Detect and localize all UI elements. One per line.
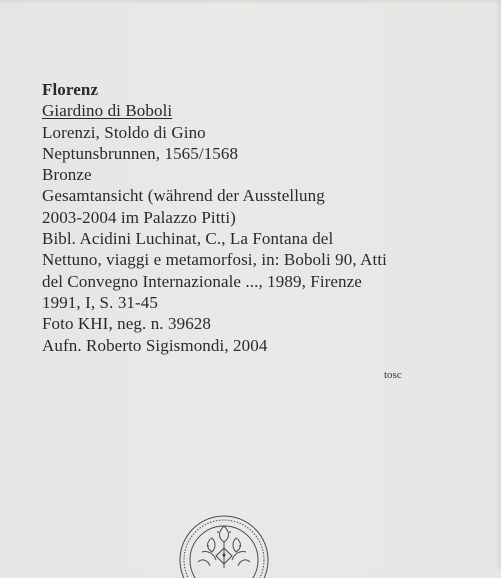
card-top-edge [0,0,501,4]
region-tag: tosc [384,369,402,381]
record-work: Neptunsbrunnen, 1565/1568 [42,143,239,163]
card-right-edge [495,0,501,569]
record-material: Bronze [42,165,92,185]
record-bibliography-line-3: del Convegno Internazionale ..., 1989, Firenze [42,271,362,291]
record-location: Giardino di Boboli [42,101,173,121]
record-view-line-1: Gesamtansicht (während der Ausstellung [42,186,325,206]
record-bibliography-line-1: Bibl. Acidini Luchinat, C., La Fontana del [42,229,334,249]
record-bibliography-line-4: 1991, I, S. 31-45 [42,292,158,312]
ornamental-seal-icon [172,508,276,578]
record-city: Florenz [42,80,99,99]
record-view-line-2: 2003-2004 im Palazzo Pitti) [42,207,236,227]
record-photo-number: Foto KHI, neg. n. 39628 [42,314,211,334]
record-text [42,79,462,356]
record-bibliography-line-2: Nettuno, viaggi e metamorfosi, in: Boboli 90, Atti [42,250,387,270]
record-artist: Lorenzi, Stoldo di Gino [42,122,206,142]
record-photographer: Aufn. Roberto Sigismondi, 2004 [42,335,268,355]
